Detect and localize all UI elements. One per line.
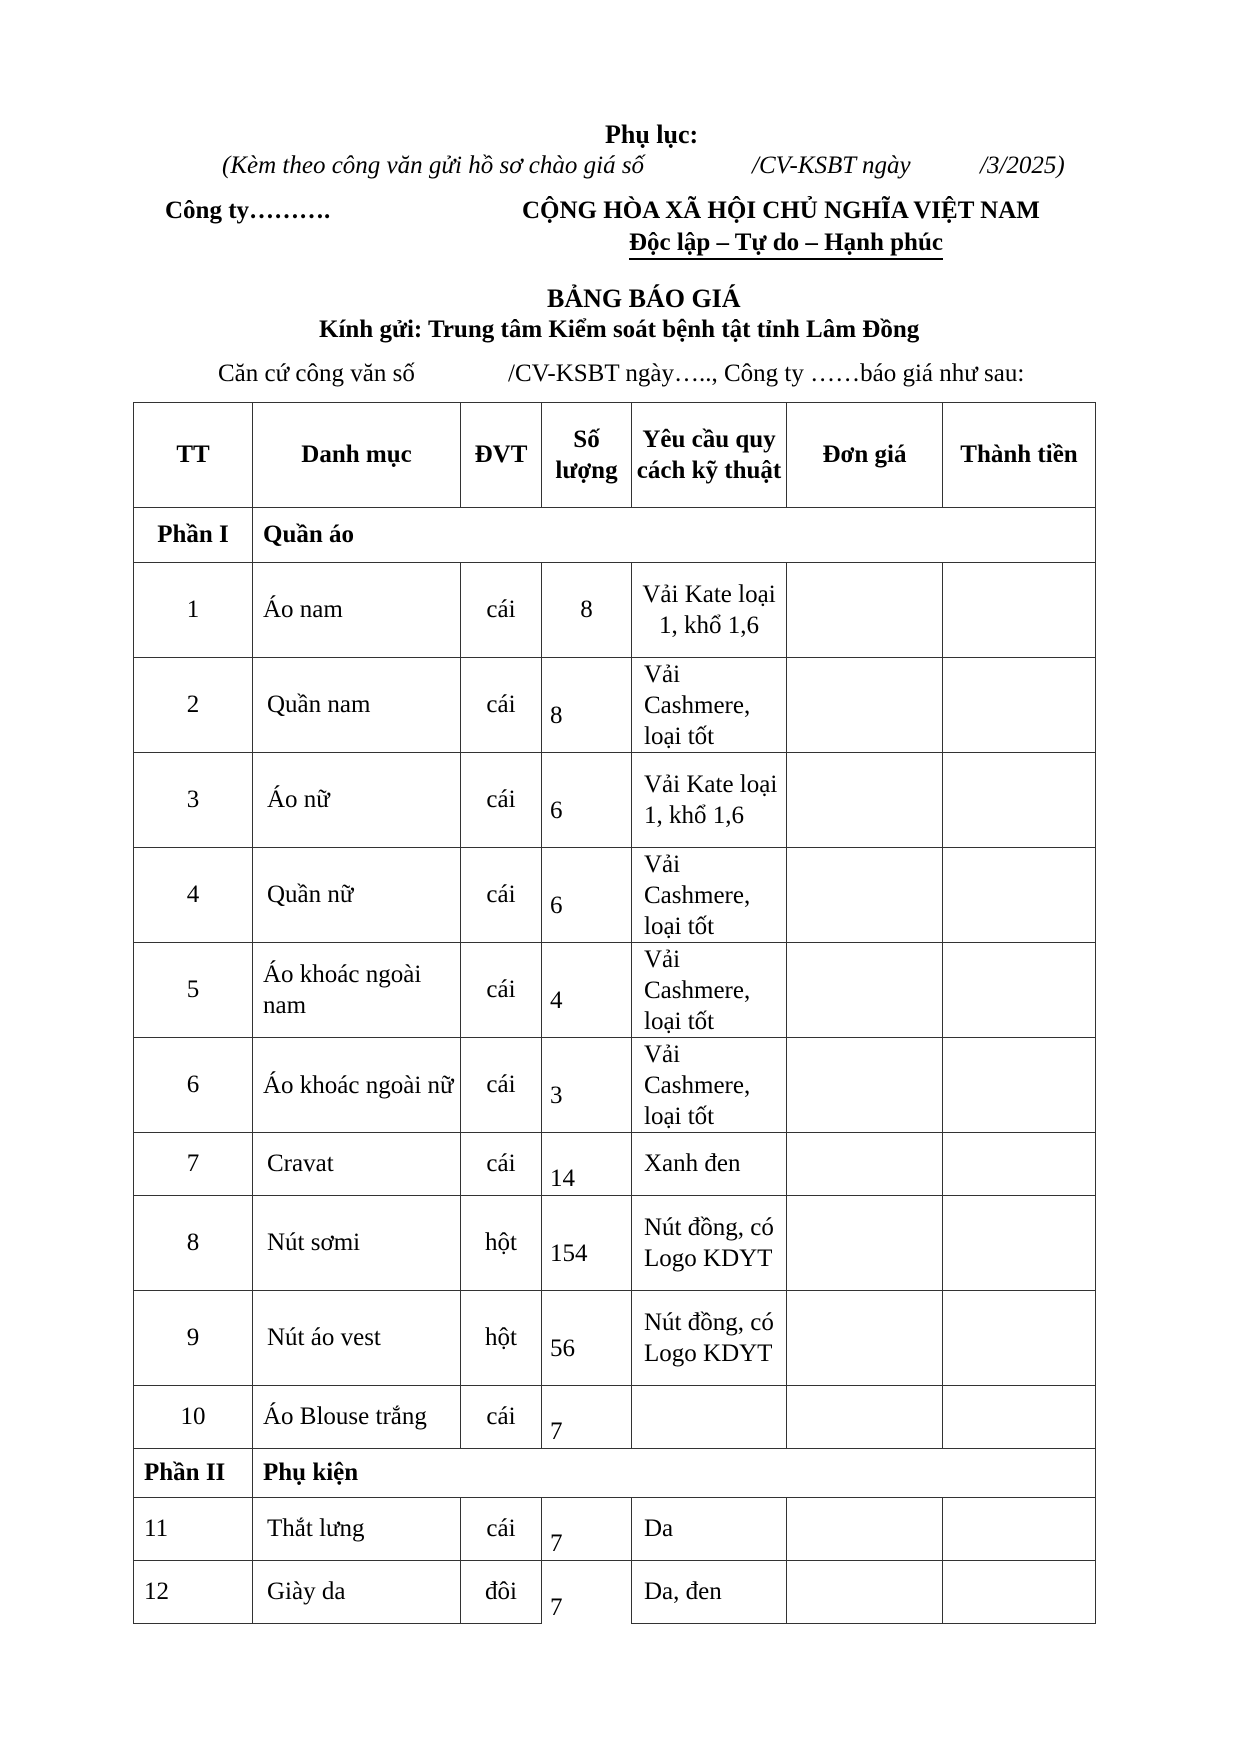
table-row (134, 1386, 1096, 1449)
nation-name: CỘNG HÒA XÃ HỘI CHỦ NGHĨA VIỆT NAM (522, 197, 1040, 224)
row-unit: cái (461, 1386, 542, 1449)
row-tt: 9 (134, 1291, 253, 1386)
row-tt: 11 (134, 1498, 253, 1561)
row-name: Thắt lưng (253, 1498, 461, 1561)
national-motto: Độc lập – Tự do – Hạnh phúc (629, 229, 943, 260)
row-total (943, 1133, 1096, 1196)
row-unit: cái (461, 943, 542, 1038)
row-name: Áo khoác ngoài nam (253, 943, 461, 1038)
row-name: Quần nam (253, 658, 461, 753)
row-spec: Da (632, 1498, 787, 1561)
row-tt: 4 (134, 848, 253, 943)
row-qty: 7 (542, 1386, 632, 1449)
row-qty: 7 (542, 1561, 632, 1624)
row-qty: 154 (542, 1196, 632, 1291)
appendix-subtitle-part2: /CV-KSBT ngày (752, 152, 911, 179)
table-row (134, 1038, 1096, 1133)
row-total (943, 1038, 1096, 1133)
row-spec: Vải Kate loại 1, khổ 1,6 (632, 753, 787, 848)
row-total (943, 943, 1096, 1038)
table-row (134, 753, 1096, 848)
row-unit: cái (461, 1038, 542, 1133)
header-dvt: ĐVT (461, 403, 542, 508)
row-name: Áo khoác ngoài nữ (253, 1038, 461, 1133)
appendix-title: Phụ lục: (605, 120, 699, 149)
row-total (943, 563, 1096, 658)
row-unit-price (787, 1561, 943, 1624)
row-qty: 8 (542, 563, 632, 658)
section-label: Phần I (134, 508, 253, 563)
row-unit: cái (461, 848, 542, 943)
row-unit-price (787, 1196, 943, 1291)
section-name: Phụ kiện (253, 1449, 1096, 1498)
row-total (943, 1386, 1096, 1449)
row-name: Áo Blouse trắng (253, 1386, 461, 1449)
row-name: Cravat (253, 1133, 461, 1196)
table-row (134, 563, 1096, 658)
row-name: Áo nữ (253, 753, 461, 848)
table-row (134, 1196, 1096, 1291)
row-qty: 6 (542, 848, 632, 943)
quotation-table (133, 402, 1096, 1624)
row-unit-price (787, 1291, 943, 1386)
row-unit: hột (461, 1196, 542, 1291)
row-qty: 7 (542, 1498, 632, 1561)
row-spec: Vải Cashmere, loại tốt (632, 658, 787, 753)
appendix-subtitle-part3: /3/2025) (980, 152, 1065, 179)
section-label: Phần II (134, 1449, 253, 1498)
header-danh-muc: Danh mục (253, 403, 461, 508)
row-tt: 8 (134, 1196, 253, 1291)
section-row (134, 1449, 1096, 1498)
row-unit: đôi (461, 1561, 542, 1624)
intro-part2: /CV-KSBT ngày….., Công ty ……báo giá như sau: (508, 360, 1025, 387)
header-don-gia: Đơn giá (787, 403, 943, 508)
row-qty: 14 (542, 1133, 632, 1196)
row-unit: cái (461, 563, 542, 658)
row-qty: 3 (542, 1038, 632, 1133)
row-unit-price (787, 943, 943, 1038)
table-row (134, 1291, 1096, 1386)
company-name: Công ty………. (165, 197, 331, 224)
row-unit-price (787, 563, 943, 658)
row-total (943, 1291, 1096, 1386)
header-tt: TT (134, 403, 253, 508)
row-tt: 10 (134, 1386, 253, 1449)
row-unit-price (787, 1386, 943, 1449)
row-total (943, 1196, 1096, 1291)
row-spec: Vải Cashmere, loại tốt (632, 848, 787, 943)
row-spec: Da, đen (632, 1561, 787, 1624)
header-thanh-tien: Thành tiền (943, 403, 1096, 508)
section-row (134, 508, 1096, 563)
row-total (943, 1561, 1096, 1624)
row-spec: Nút đồng, có Logo KDYT (632, 1291, 787, 1386)
row-unit-price (787, 753, 943, 848)
row-total (943, 1498, 1096, 1561)
table-row (134, 1561, 1096, 1624)
document-title: BẢNG BÁO GIÁ (547, 284, 741, 313)
row-total (943, 848, 1096, 943)
table-row (134, 1498, 1096, 1561)
row-unit: cái (461, 1498, 542, 1561)
row-unit: cái (461, 658, 542, 753)
intro-part1: Căn cứ công văn số (218, 360, 415, 387)
row-unit: cái (461, 753, 542, 848)
row-qty: 8 (542, 658, 632, 753)
row-qty: 4 (542, 943, 632, 1038)
row-name: Nút sơmi (253, 1196, 461, 1291)
row-tt: 6 (134, 1038, 253, 1133)
row-unit-price (787, 1038, 943, 1133)
row-qty: 6 (542, 753, 632, 848)
row-spec: Vải Cashmere, loại tốt (632, 943, 787, 1038)
row-name: Nút áo vest (253, 1291, 461, 1386)
row-name: Quần nữ (253, 848, 461, 943)
table-header-row (134, 403, 1096, 508)
row-spec: Vải Kate loại 1, khổ 1,6 (632, 563, 787, 658)
row-unit-price (787, 1498, 943, 1561)
table-row (134, 943, 1096, 1038)
table-row (134, 1133, 1096, 1196)
row-total (943, 658, 1096, 753)
row-tt: 3 (134, 753, 253, 848)
header-so-luong: Số lượng (542, 403, 632, 508)
row-spec: Vải Cashmere, loại tốt (632, 1038, 787, 1133)
row-unit: cái (461, 1133, 542, 1196)
appendix-subtitle-part1: (Kèm theo công văn gửi hồ sơ chào giá số (222, 152, 645, 179)
row-unit-price (787, 658, 943, 753)
row-tt: 7 (134, 1133, 253, 1196)
table-row (134, 848, 1096, 943)
row-name: Áo nam (253, 563, 461, 658)
row-unit-price (787, 848, 943, 943)
section-name: Quần áo (253, 508, 1096, 563)
row-spec: Xanh đen (632, 1133, 787, 1196)
row-unit-price (787, 1133, 943, 1196)
row-tt: 12 (134, 1561, 253, 1624)
header-yeu-cau: Yêu cầu quy cách kỹ thuật (632, 403, 787, 508)
row-tt: 5 (134, 943, 253, 1038)
row-spec: Nút đồng, có Logo KDYT (632, 1196, 787, 1291)
row-unit: hột (461, 1291, 542, 1386)
row-name: Giày da (253, 1561, 461, 1624)
row-total (943, 753, 1096, 848)
row-spec (632, 1386, 787, 1449)
row-tt: 2 (134, 658, 253, 753)
table-row (134, 658, 1096, 753)
row-tt: 1 (134, 563, 253, 658)
row-qty: 56 (542, 1291, 632, 1386)
recipient: Kính gửi: Trung tâm Kiểm soát bệnh tật tỉnh Lâm Đồng (319, 316, 920, 343)
